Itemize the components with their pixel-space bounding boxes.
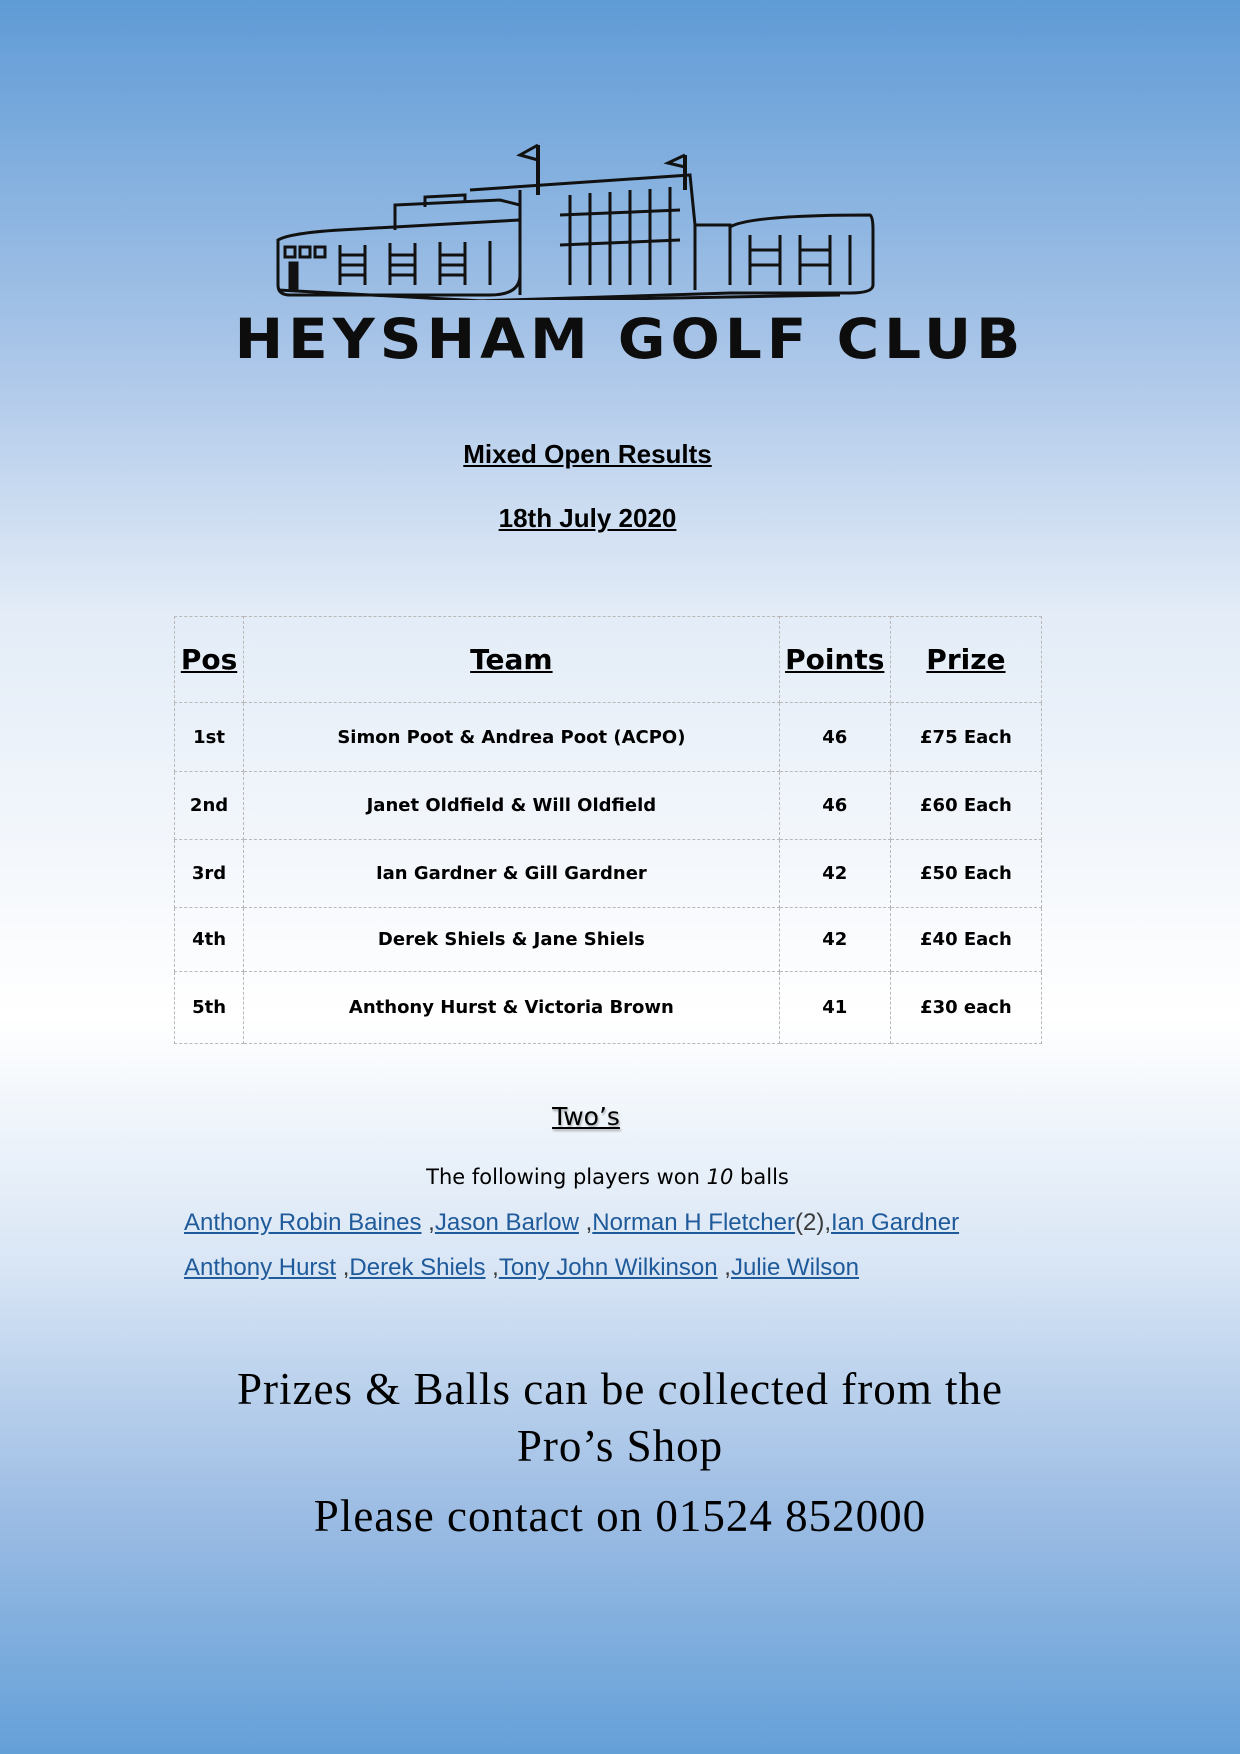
table-row bbox=[175, 703, 1042, 772]
row-pos: 3rd bbox=[175, 840, 244, 908]
winner-separator: , bbox=[421, 1209, 435, 1236]
winner-separator: , bbox=[336, 1254, 350, 1281]
row-prize: £60 Each bbox=[890, 772, 1041, 840]
table-row bbox=[175, 908, 1042, 972]
table-header-row bbox=[175, 617, 1042, 703]
twos-intro-suffix: balls bbox=[733, 1165, 789, 1189]
collection-notice-line-2: Pro’s Shop bbox=[516, 1421, 724, 1471]
twos-heading: Two’s bbox=[552, 1102, 620, 1131]
header-pos: Pos bbox=[175, 617, 244, 703]
row-prize: £30 each bbox=[890, 972, 1041, 1044]
row-prize: £50 Each bbox=[890, 840, 1041, 908]
collection-notice-line-1: Prizes & Balls can be collected from the bbox=[237, 1364, 1003, 1414]
row-team: Derek Shiels & Jane Shiels bbox=[244, 908, 780, 972]
results-table bbox=[174, 616, 1042, 1044]
winner-link[interactable]: Anthony Hurst bbox=[184, 1254, 337, 1281]
winner-link[interactable]: Derek Shiels bbox=[349, 1254, 486, 1281]
row-prize: £40 Each bbox=[890, 908, 1041, 972]
twos-winners-line-1 bbox=[184, 1209, 1184, 1237]
row-points: 41 bbox=[779, 972, 890, 1044]
row-points: 42 bbox=[779, 908, 890, 972]
row-pos: 5th bbox=[175, 972, 244, 1044]
row-team: Ian Gardner & Gill Gardner bbox=[244, 840, 780, 908]
results-date: 18th July 2020 bbox=[498, 503, 677, 533]
club-name: HEYSHAM GOLF CLUB bbox=[234, 306, 1026, 372]
twos-ball-count: 10 bbox=[706, 1165, 734, 1189]
page-title: Mixed Open Results bbox=[463, 439, 712, 469]
row-prize: £75 Each bbox=[890, 703, 1041, 772]
row-pos: 4th bbox=[175, 908, 244, 972]
row-team: Janet Oldfield & Will Oldfield bbox=[244, 772, 780, 840]
winner-link[interactable]: Norman H Fletcher bbox=[592, 1209, 795, 1236]
twos-intro bbox=[0, 1165, 1215, 1189]
club-logo bbox=[190, 135, 1070, 375]
winner-link[interactable]: Julie Wilson bbox=[730, 1254, 859, 1281]
winner-link[interactable]: Ian Gardner bbox=[831, 1209, 960, 1236]
table-row bbox=[175, 972, 1042, 1044]
contact-notice: Please contact on 01524 852000 bbox=[313, 1491, 927, 1541]
header-points: Points bbox=[779, 617, 890, 703]
table-row bbox=[175, 840, 1042, 908]
twos-winners-line-2 bbox=[184, 1254, 1184, 1282]
twos-intro-text: The following players won bbox=[426, 1165, 707, 1189]
winner-separator: , bbox=[485, 1254, 499, 1281]
winner-link[interactable]: Anthony Robin Baines bbox=[184, 1209, 422, 1236]
header-prize: Prize bbox=[890, 617, 1041, 703]
winner-link[interactable]: Tony John Wilkinson bbox=[498, 1254, 718, 1281]
row-points: 42 bbox=[779, 840, 890, 908]
winner-link[interactable]: Jason Barlow bbox=[434, 1209, 579, 1236]
clubhouse-drawing-icon bbox=[190, 135, 1070, 300]
table-row bbox=[175, 772, 1042, 840]
winner-separator: , bbox=[717, 1254, 731, 1281]
row-pos: 2nd bbox=[175, 772, 244, 840]
row-points: 46 bbox=[779, 703, 890, 772]
row-pos: 1st bbox=[175, 703, 244, 772]
winner-separator: , bbox=[578, 1209, 593, 1236]
winner-separator: (2), bbox=[795, 1209, 831, 1236]
row-points: 46 bbox=[779, 772, 890, 840]
header-team: Team bbox=[244, 617, 780, 703]
row-team: Anthony Hurst & Victoria Brown bbox=[244, 972, 780, 1044]
row-team: Simon Poot & Andrea Poot (ACPO) bbox=[244, 703, 780, 772]
